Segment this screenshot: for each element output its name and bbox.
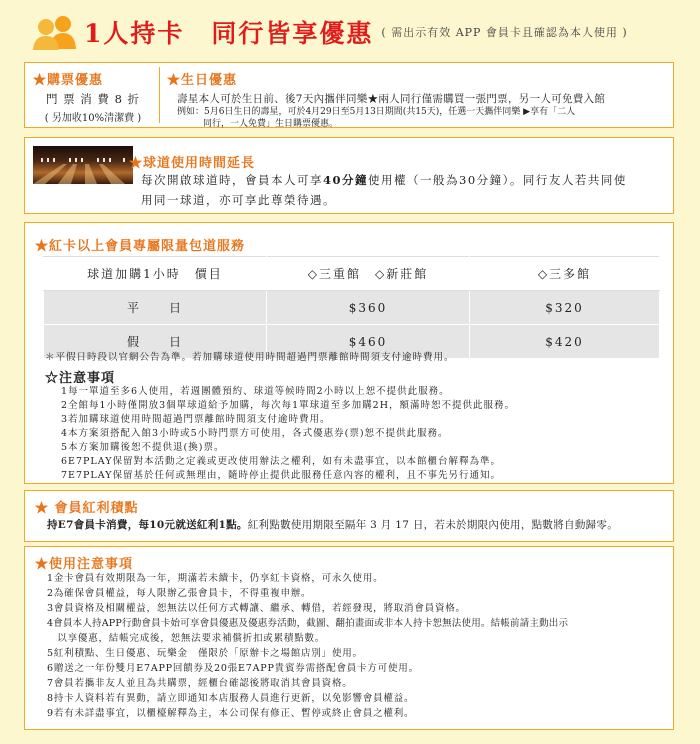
usage-title: ★使用注意事項: [35, 557, 134, 572]
lane-desc-2: 用同一球道，亦可享此尊榮待遇。: [141, 193, 336, 207]
ticket-fee-note: ( 另加收10%清潔費 ): [44, 113, 142, 124]
birthday-example-cont: 同行，一人免費」生日購票優惠。: [203, 119, 339, 129]
birthday-title: ★生日優惠: [167, 73, 238, 88]
list-item: 1金卡會員有效期限為一年，期滿若未續卡，仍享紅卡資格，可永久使用。: [47, 573, 384, 584]
birthday-desc: 壽星本人可於生日前、後7天內攜伴同樂★兩人同行僅需購買一張門票，另一人可免費入館: [177, 93, 606, 105]
notice-list: [61, 385, 661, 483]
list-item: 3若加購球道使用時間超過門票離館時間須支付逾時費用。: [61, 414, 331, 425]
ticket-birthday-box: [24, 62, 674, 128]
lane-desc-c: 使用權（一般為30分鐘）。同行友人若共同使: [368, 173, 627, 187]
table-cell: 平 日: [44, 291, 267, 325]
notice-title: ☆注意事項: [45, 371, 116, 386]
ticket-discount: 門 票 消 費 8 折: [45, 92, 141, 106]
table-header-row: [44, 257, 660, 291]
price-table: [43, 256, 660, 359]
birthday-example: 例如：5月6日生日的壽星，可於4月29日至5月13日期間(共15天)，任選一天攜伴同樂 ▶享有「二人: [177, 107, 576, 117]
list-item: 9若有未詳盡事宜，以櫃檯解釋為主，本公司保有修正、暫停或終止會員之權利。: [47, 708, 415, 719]
usage-box: [24, 546, 674, 730]
table-header: 球道加購1小時 價目: [44, 257, 267, 291]
points-title: ★ 會員紅利積點: [35, 501, 139, 516]
table-cell: $420: [470, 325, 660, 359]
list-item: 5本方案加購後恕不提供退(換)票。: [61, 442, 225, 453]
list-item: 3會員資格及相關權益，恕無法以任何方式轉讓、繼承、轉借，若經發現，將取消會員資格。: [47, 603, 466, 614]
list-item: 2全館每1小時僅開放3個單球道給予加購，每次每1單球道至多加購2H，額滿時恕不提供此服務。: [61, 400, 516, 411]
ticket-title: ★購票優惠: [33, 73, 104, 88]
vip-service-box: [24, 222, 674, 484]
people-icon: [30, 13, 80, 51]
list-item: 6贈送之一年份雙月E7APP回饋券及20張E7APP貴賓券需搭配會員卡方可使用。: [47, 663, 419, 674]
list-item: 6E7PLAY保留對本活動之定義或更改使用辦法之權利，如有未盡事宜，以本館櫃台解釋為準。: [61, 456, 501, 467]
points-box: [24, 490, 674, 542]
points-expiry: 紅利點數使用期限至隔年 3 月 17 日，若未於期限內使用，點數將自動歸零。: [247, 519, 619, 531]
list-item: 1每一單道至多6人使用，若週團體預約、球道等候時間2小時以上恕不提供此服務。: [61, 386, 450, 397]
usage-list: [47, 571, 669, 721]
header: [30, 12, 628, 52]
table-cell: $320: [470, 291, 660, 325]
table-cell: $360: [267, 291, 470, 325]
list-item: 7會員若攜非友人並且為共購票，經櫃台確認後將取消其會員資格。: [47, 678, 353, 689]
list-item: 7E7PLAY保留基於任何或無理由，隨時停止提供此服務任意內容的權利，且不事先另行通知。: [61, 470, 501, 481]
divider: [159, 67, 160, 123]
list-item: 2為確保會員權益，每人限辦乙張會員卡，不得重複申辦。: [47, 588, 312, 599]
table-header: ◇三重館 ◇新莊館: [267, 257, 470, 291]
lane-extension-box: [24, 137, 674, 214]
lane-desc-a: 每次開啟球道時，會員本人可享: [141, 173, 323, 187]
list-item: 5紅利積點、生日優惠、玩樂金 僅限於「原辦卡之場館店別」使用。: [47, 648, 363, 659]
table-cell: $460: [267, 325, 470, 359]
list-item: 8持卡人資料若有異動，請立即通知本店服務人員進行更新，以免影響會員權益。: [47, 693, 415, 704]
page-title: 1人持卡 同行皆享優惠: [84, 19, 374, 48]
points-earn: 持E7會員卡消費，每10元就送紅利1點。: [47, 519, 248, 531]
header-note: ( 需出示有效 APP 會員卡且確認為本人使用 ): [381, 26, 628, 39]
lane-minutes: 40分鐘: [323, 173, 369, 187]
list-item: 4會員本人持APP行動會員卡始可享會員優惠及優惠券活動，截圖、翻拍畫面或非本人持卡恕無法使用。結帳前請主動出示: [47, 618, 569, 629]
table-cell: 假 日: [44, 325, 267, 359]
vip-footnote: ＊平假日時段以官網公告為準。若加購球道使用時間超過門票離館時間須支付逾時費用。: [45, 352, 455, 363]
list-item: 以享優惠，結帳完成後，恕無法要求補償折扣或累積點數。: [47, 633, 326, 644]
list-item: 4本方案須搭配入館3小時或5小時門票方可使用，各式優惠券(票)恕不提供此服務。: [61, 428, 449, 439]
vip-title: ★紅卡以上會員專屬限量包道服務: [35, 239, 246, 254]
table-header: ◇三多館: [470, 257, 660, 291]
bowling-lane-image: [33, 146, 133, 184]
table-row: [44, 291, 660, 325]
lane-title: ★球道使用時間延長: [129, 156, 256, 171]
